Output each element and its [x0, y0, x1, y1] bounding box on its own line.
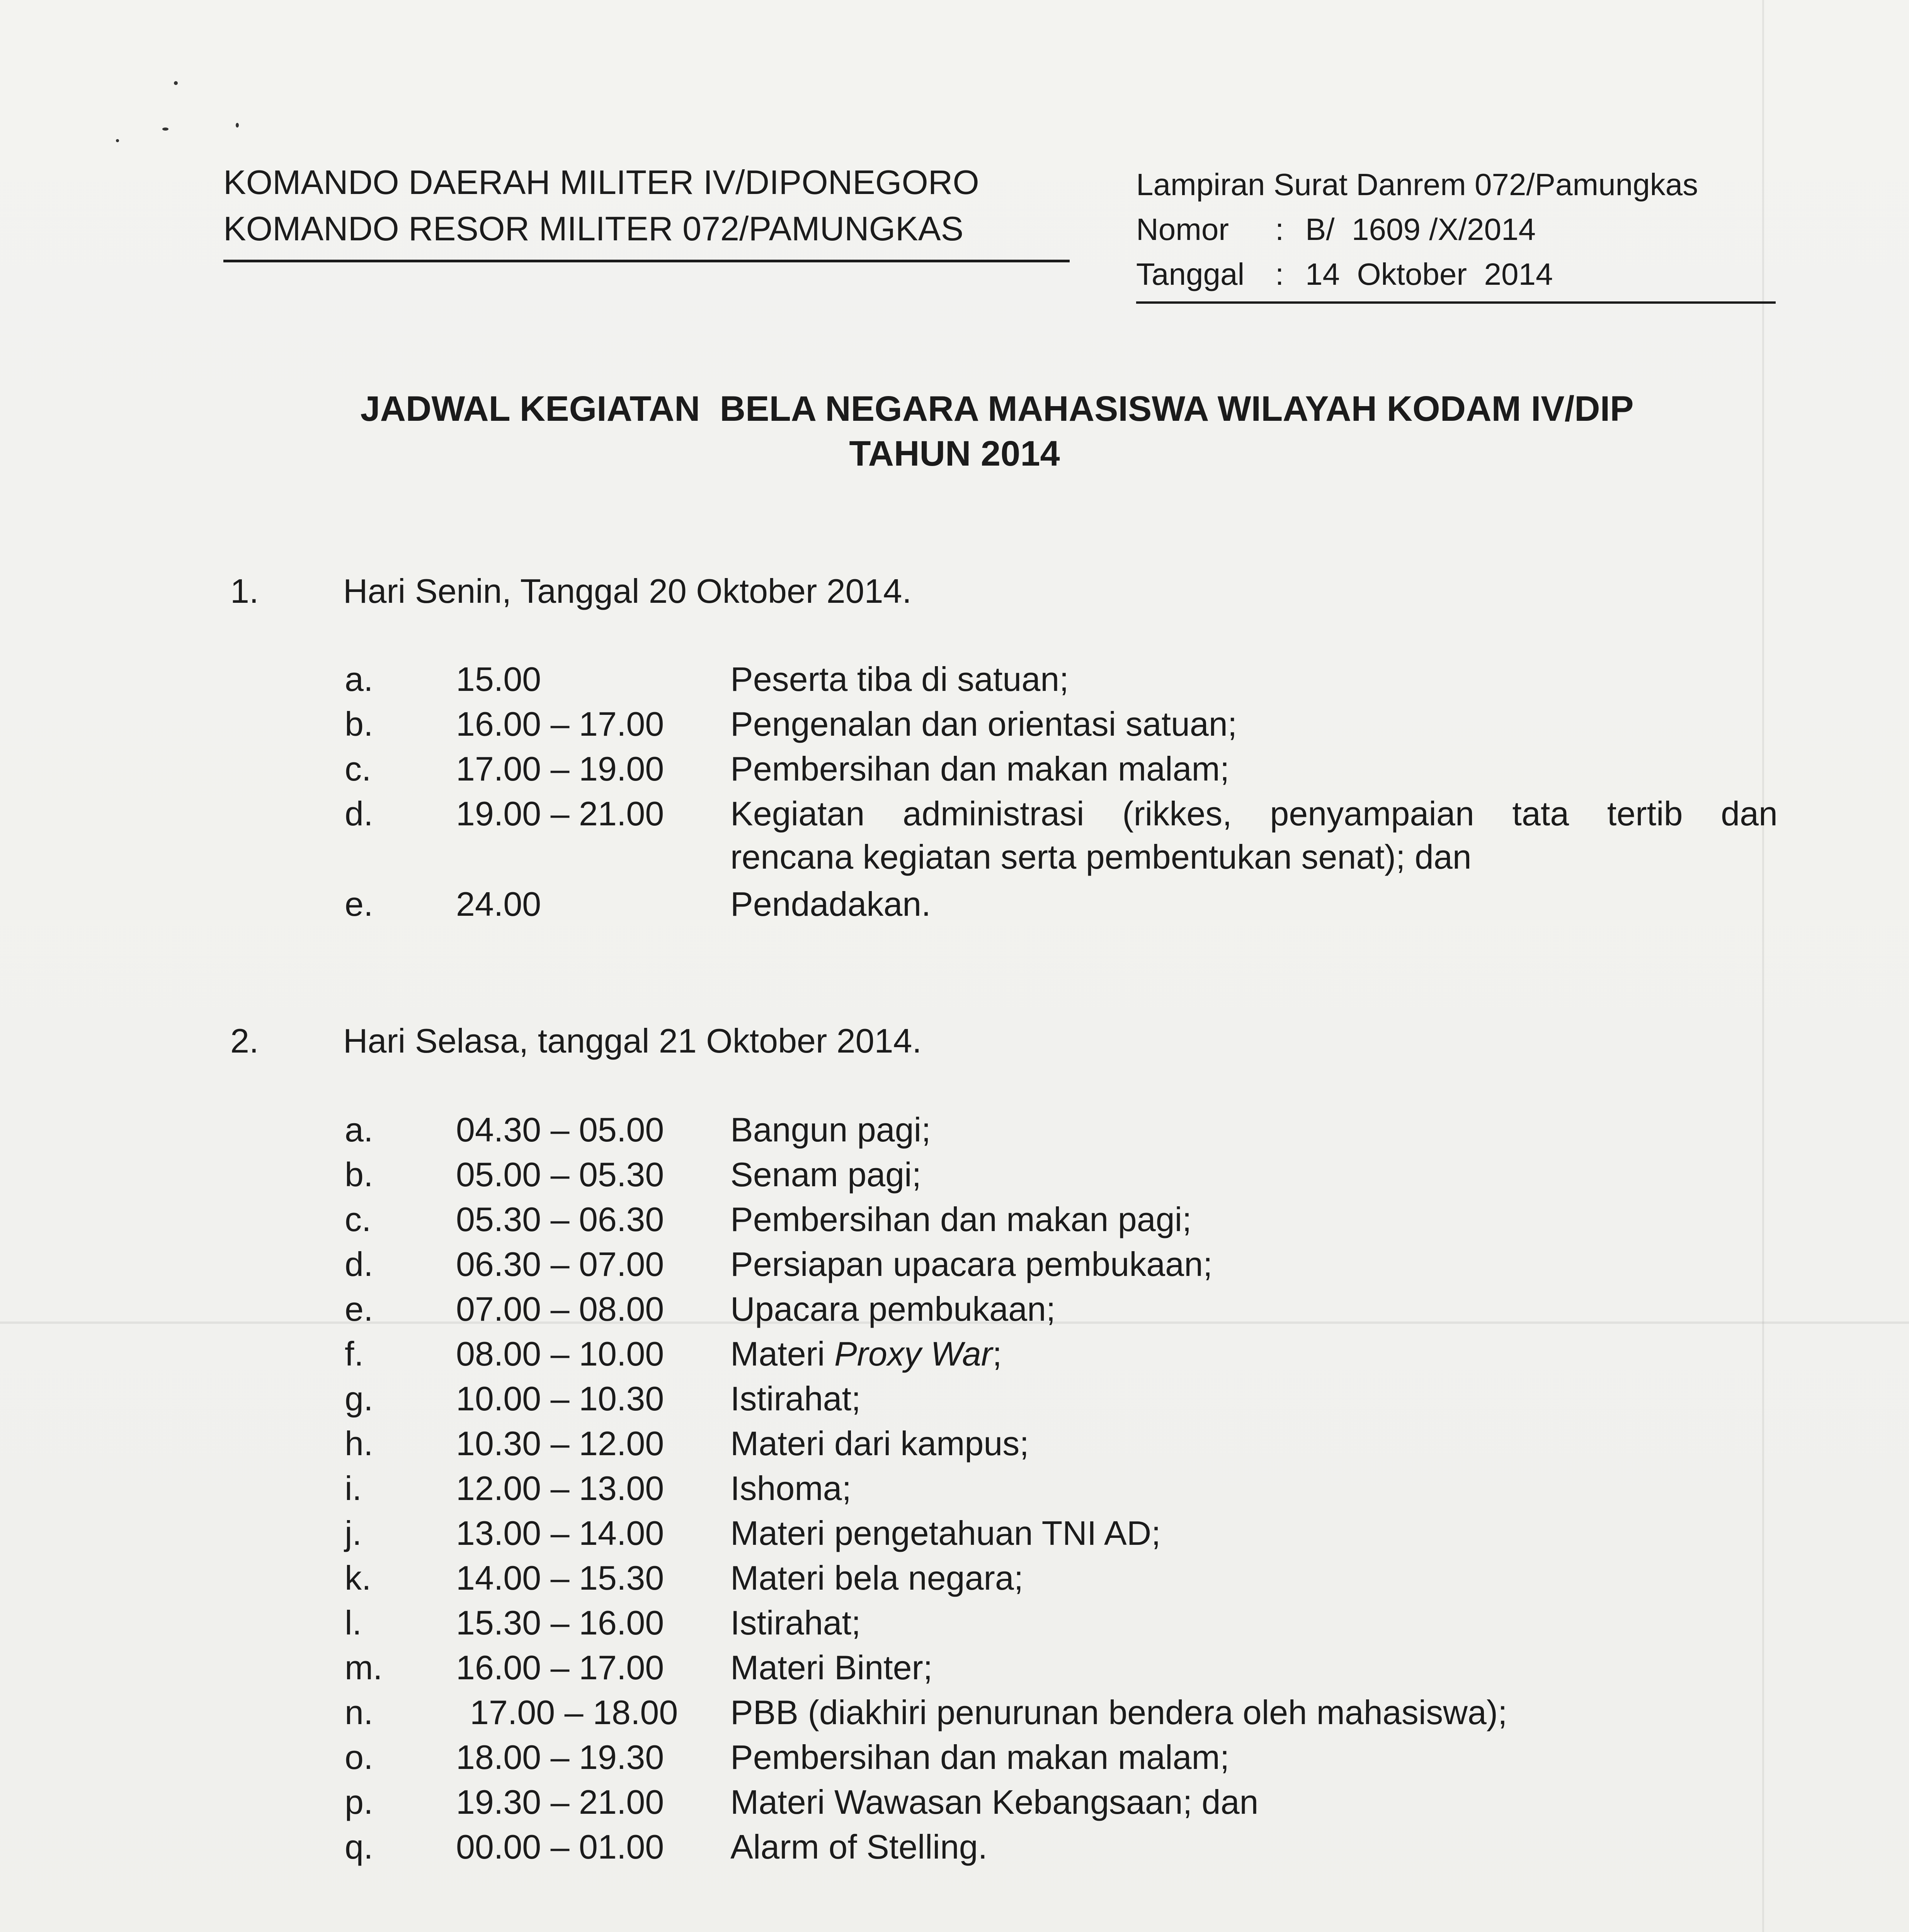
schedule-item	[0, 1556, 1909, 1600]
item-letter: d.	[345, 794, 373, 833]
item-letter: c.	[345, 750, 371, 788]
scan-speck	[174, 81, 178, 85]
schedule-item	[0, 1152, 1909, 1197]
item-activity: Bangun pagi;	[730, 1111, 931, 1149]
item-activity: Pembersihan dan makan pagi;	[730, 1200, 1192, 1238]
schedule-item	[0, 1511, 1909, 1556]
item-letter: l.	[345, 1604, 362, 1642]
item-activity: Materi Binter;	[730, 1648, 933, 1687]
tanggal-colon: :	[1275, 257, 1284, 291]
item-activity: Pendadakan.	[730, 885, 931, 923]
item-letter: p.	[345, 1783, 373, 1821]
schedule-item	[0, 1690, 1909, 1735]
item-time: 05.00 – 05.30	[456, 1155, 664, 1194]
scan-speck	[162, 128, 168, 131]
schedule-item	[0, 1645, 1909, 1690]
item-activity: Istirahat;	[730, 1604, 861, 1642]
item-activity: Alarm of Stelling.	[730, 1828, 988, 1866]
schedule-item	[0, 1107, 1909, 1152]
item-activity: Pengenalan dan orientasi satuan;	[730, 705, 1237, 743]
item-letter: m.	[345, 1648, 383, 1687]
item-time: 07.00 – 08.00	[456, 1290, 664, 1328]
item-time: 05.30 – 06.30	[456, 1200, 664, 1238]
nomor-colon: :	[1275, 212, 1284, 247]
item-activity: Istirahat;	[730, 1379, 861, 1418]
item-letter: b.	[345, 1155, 373, 1194]
item-activity	[730, 1332, 1002, 1376]
section-title: Hari Senin, Tanggal 20 Oktober 2014.	[343, 572, 912, 610]
item-letter: g.	[345, 1379, 373, 1418]
header-right-underline	[1136, 301, 1776, 304]
document-title-year: TAHUN 2014	[849, 434, 1060, 473]
schedule-item	[0, 1332, 1909, 1376]
item-letter: q.	[345, 1828, 373, 1866]
item-time: 10.00 – 10.30	[456, 1379, 664, 1418]
schedule-item	[0, 1825, 1909, 1869]
activity-emphasis: Proxy War	[834, 1335, 993, 1373]
item-time: 13.00 – 14.00	[456, 1514, 664, 1552]
header-korem: KOMANDO RESOR MILITER 072/PAMUNGKAS	[223, 209, 964, 248]
item-letter: e.	[345, 885, 373, 923]
item-time: 12.00 – 13.00	[456, 1469, 664, 1507]
section-title: Hari Selasa, tanggal 21 Oktober 2014.	[343, 1022, 922, 1060]
item-time: 19.00 – 21.00	[456, 794, 664, 833]
section-number: 2.	[230, 1022, 259, 1060]
schedule-item	[0, 747, 1909, 791]
header-lampiran: Lampiran Surat Danrem 072/Pamungkas	[1136, 167, 1698, 202]
schedule-item	[0, 1197, 1909, 1242]
item-activity: Materi Wawasan Kebangsaan; dan	[730, 1783, 1259, 1821]
document-title: JADWAL KEGIATAN BELA NEGARA MAHASISWA WILAYAH KODAM IV/DIP	[360, 389, 1634, 429]
item-letter: k.	[345, 1559, 371, 1597]
item-letter: n.	[345, 1693, 373, 1731]
scan-speck	[236, 123, 239, 128]
schedule-item	[0, 1421, 1909, 1466]
item-activity: PBB (diakhiri penurunan bendera oleh mahasiswa);	[730, 1693, 1507, 1731]
schedule-item	[0, 791, 1909, 836]
item-time: 00.00 – 01.00	[456, 1828, 664, 1866]
item-time: 19.30 – 21.00	[456, 1783, 664, 1821]
header-left-underline	[223, 260, 1070, 262]
activity-text: ;	[992, 1335, 1002, 1373]
item-letter: c.	[345, 1200, 371, 1238]
schedule-item	[0, 1466, 1909, 1511]
nomor-label: Nomor	[1136, 212, 1229, 247]
item-letter: i.	[345, 1469, 362, 1507]
schedule-item	[0, 1735, 1909, 1780]
item-activity: Materi bela negara;	[730, 1559, 1024, 1597]
item-time: 17.00 – 19.00	[456, 750, 664, 788]
item-letter: a.	[345, 1111, 373, 1149]
item-time: 15.00	[456, 660, 541, 698]
section-number: 1.	[230, 572, 259, 610]
item-letter: e.	[345, 1290, 373, 1328]
scan-speck	[116, 139, 119, 142]
schedule-item	[0, 1242, 1909, 1287]
schedule-item	[0, 1600, 1909, 1645]
schedule-item	[0, 1376, 1909, 1421]
item-activity: Pembersihan dan makan malam;	[730, 750, 1230, 788]
item-activity: Senam pagi;	[730, 1155, 922, 1194]
item-activity-continuation: rencana kegiatan serta pembentukan senat); dan	[730, 838, 1472, 876]
item-time: 18.00 – 19.30	[456, 1738, 664, 1776]
activity-text: Materi	[730, 1335, 834, 1373]
item-time: 06.30 – 07.00	[456, 1245, 664, 1283]
item-activity: Kegiatan administrasi (rikkes, penyampaian tata tertib dan	[730, 794, 1778, 833]
item-activity: Ishoma;	[730, 1469, 852, 1507]
item-letter: h.	[345, 1424, 373, 1463]
item-letter: a.	[345, 660, 373, 698]
item-time: 10.30 – 12.00	[456, 1424, 664, 1463]
item-letter: d.	[345, 1245, 373, 1283]
item-letter: j.	[345, 1514, 362, 1552]
schedule-item	[0, 702, 1909, 747]
item-time: 16.00 – 17.00	[456, 1648, 664, 1687]
item-letter: f.	[345, 1335, 364, 1373]
item-activity: Pembersihan dan makan malam;	[730, 1738, 1230, 1776]
nomor-value: B/ 1609 /X/2014	[1305, 212, 1536, 247]
item-activity: Materi dari kampus;	[730, 1424, 1029, 1463]
item-time: 04.30 – 05.00	[456, 1111, 664, 1149]
item-activity: Persiapan upacara pembukaan;	[730, 1245, 1213, 1283]
item-letter: o.	[345, 1738, 373, 1776]
schedule-item	[0, 657, 1909, 702]
item-time: 24.00	[456, 885, 541, 923]
tanggal-label: Tanggal	[1136, 257, 1245, 291]
item-letter: b.	[345, 705, 373, 743]
item-time: 08.00 – 10.00	[456, 1335, 664, 1373]
item-time: 14.00 – 15.30	[456, 1559, 664, 1597]
item-time: 15.30 – 16.00	[456, 1604, 664, 1642]
item-activity: Upacara pembukaan;	[730, 1290, 1056, 1328]
item-activity: Materi pengetahuan TNI AD;	[730, 1514, 1161, 1552]
item-activity: Peserta tiba di satuan;	[730, 660, 1069, 698]
item-time: 16.00 – 17.00	[456, 705, 664, 743]
item-time: 17.00 – 18.00	[470, 1693, 678, 1731]
schedule-item	[0, 1287, 1909, 1332]
header-kodam: KOMANDO DAERAH MILITER IV/DIPONEGORO	[223, 163, 979, 201]
schedule-item	[0, 882, 1909, 927]
schedule-item	[0, 1780, 1909, 1825]
tanggal-value: 14 Oktober 2014	[1305, 257, 1553, 291]
